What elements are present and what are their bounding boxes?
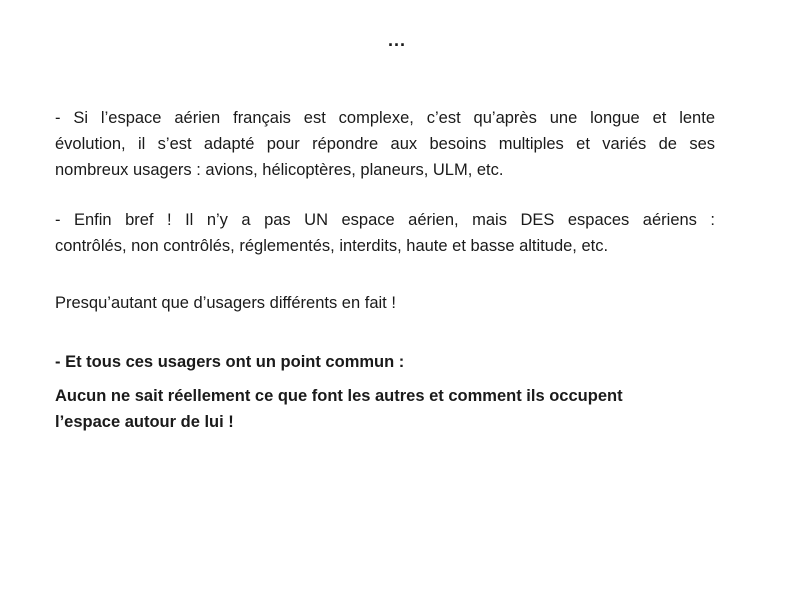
slide-title: ...: [387, 30, 406, 50]
paragraph-line: - Et tous ces usagers ont un point commun :: [55, 353, 405, 371]
paragraph-line: Presqu’autant que d’usagers différents en fait !: [55, 294, 396, 312]
paragraph-line: évolution, il s’est adapté pour répondre aux besoins multiples et variés de ses: [55, 135, 715, 153]
paragraph-airspace-complexity: [55, 105, 715, 183]
paragraph-multiple-airspaces: [55, 207, 715, 259]
paragraph-line: - Si l’espace aérien français est complexe, c’est qu’après une longue et lente: [55, 109, 715, 127]
paragraph-users-count: [55, 290, 715, 316]
paragraph-common-point: [55, 349, 715, 375]
paragraph-conclusion: [55, 383, 715, 435]
paragraph-line: - Enfin bref ! Il n’y a pas UN espace aérien, mais DES espaces aériens :: [55, 211, 715, 229]
paragraph-line: Aucun ne sait réellement ce que font les autres et comment ils occupent: [55, 387, 623, 405]
paragraph-line: contrôlés, non contrôlés, réglementés, interdits, haute et basse altitude, etc.: [55, 237, 609, 255]
paragraph-line: nombreux usagers : avions, hélicoptères, planeurs, ULM, etc.: [55, 161, 504, 179]
paragraph-line: l’espace autour de lui !: [55, 413, 234, 431]
